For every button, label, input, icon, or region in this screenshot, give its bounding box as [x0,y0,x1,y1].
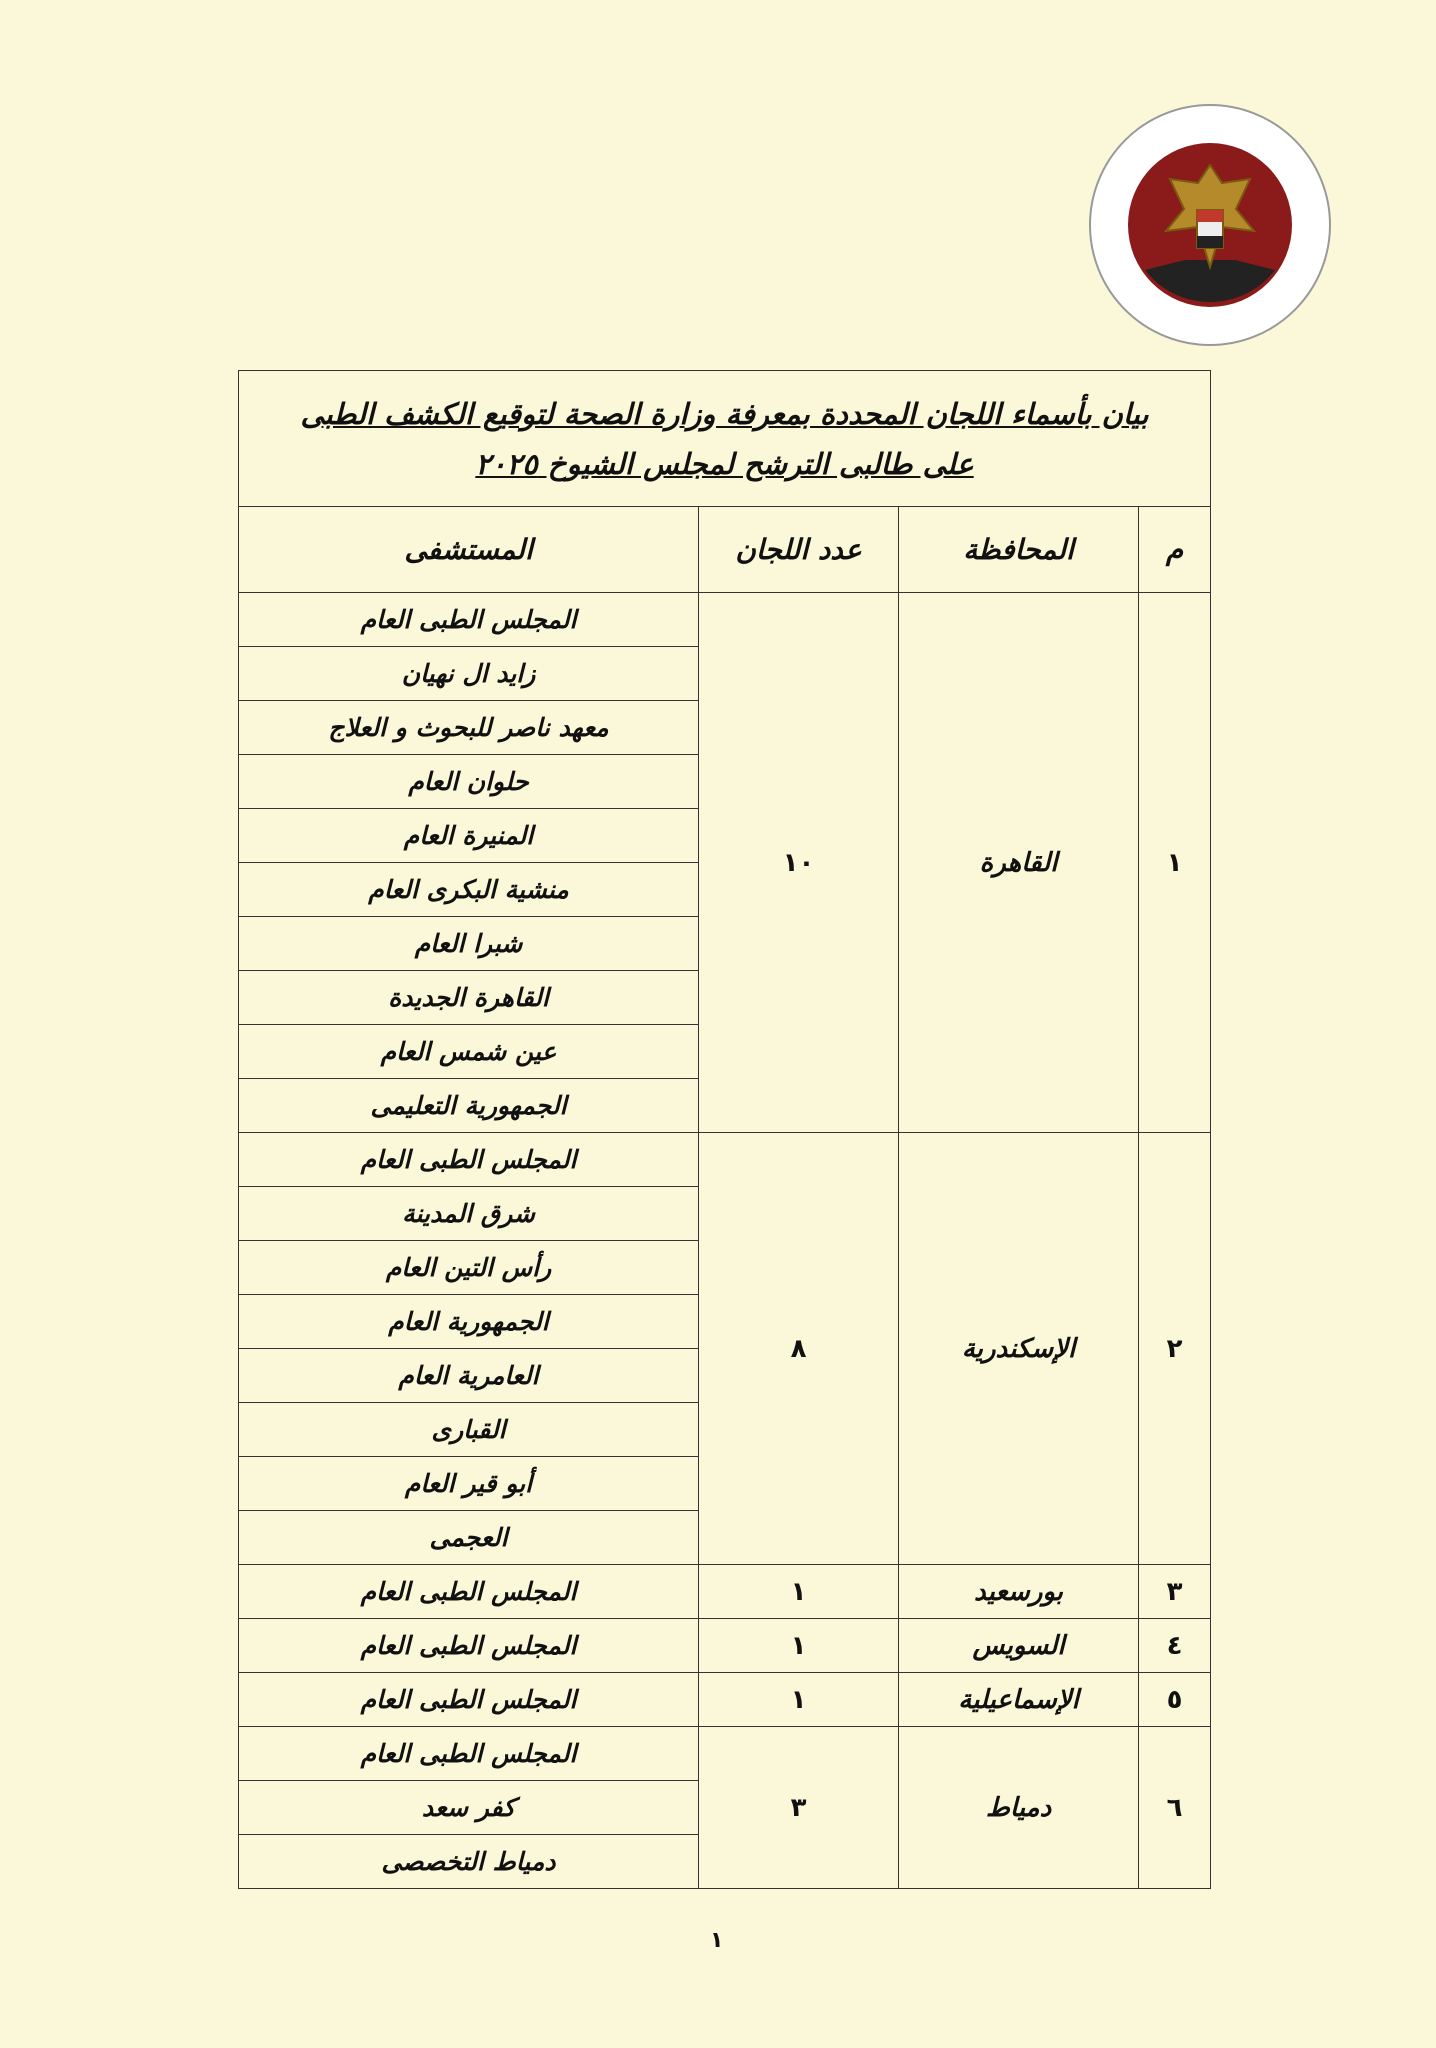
committees-table [238,370,1211,1889]
row-hospital: المجلس الطبى العام [239,1133,699,1187]
header-index: م [1139,507,1211,593]
row-hospital: القبارى [239,1403,699,1457]
row-hospital: المجلس الطبى العام [239,1673,699,1727]
row-governorate: الإسكندرية [899,1133,1139,1565]
header-committees: عدد اللجان [699,507,899,593]
row-hospital: حلوان العام [239,755,699,809]
header-governorate: المحافظة [899,507,1139,593]
row-hospital: القاهرة الجديدة [239,971,699,1025]
row-hospital: العجمى [239,1511,699,1565]
row-hospital: زايد ال نهيان [239,647,699,701]
table-row [239,1565,1211,1619]
row-hospital: الجمهورية العام [239,1295,699,1349]
row-hospital: معهد ناصر للبحوث و العلاج [239,701,699,755]
row-hospital: الجمهورية التعليمى [239,1079,699,1133]
row-governorate: بورسعيد [899,1565,1139,1619]
row-hospital: شرق المدينة [239,1187,699,1241]
title-line-2: على طالبى الترشح لمجلس الشيوخ ٢٠٢٥ [475,446,974,481]
table-row [239,1727,1211,1781]
row-committee-count: ١٠ [699,593,899,1133]
header-hospital: المستشفى [239,507,699,593]
row-hospital: شبرا العام [239,917,699,971]
row-hospital: دمياط التخصصى [239,1835,699,1889]
row-governorate: السويس [899,1619,1139,1673]
row-hospital: المنيرة العام [239,809,699,863]
row-index: ١ [1139,593,1211,1133]
row-committee-count: ١ [699,1673,899,1727]
row-index: ٣ [1139,1565,1211,1619]
row-index: ٦ [1139,1727,1211,1889]
row-hospital: عين شمس العام [239,1025,699,1079]
row-hospital: العامرية العام [239,1349,699,1403]
row-hospital: المجلس الطبى العام [239,593,699,647]
table-row [239,593,1211,647]
row-committee-count: ٨ [699,1133,899,1565]
row-committee-count: ١ [699,1565,899,1619]
page-number: ١ [710,1928,724,1953]
table-row [239,1133,1211,1187]
row-governorate: دمياط [899,1727,1139,1889]
row-governorate: القاهرة [899,593,1139,1133]
row-index: ٤ [1139,1619,1211,1673]
table-title [239,371,1211,507]
row-index: ٥ [1139,1673,1211,1727]
row-committee-count: ٣ [699,1727,899,1889]
row-hospital: كفر سعد [239,1781,699,1835]
row-committee-count: ١ [699,1619,899,1673]
title-line-1: بيان بأسماء اللجان المحددة بمعرفة وزارة الصحة لتوقيع الكشف الطبى [300,396,1149,431]
national-election-authority-seal [1085,100,1335,350]
table-row [239,1619,1211,1673]
row-hospital: منشية البكرى العام [239,863,699,917]
row-hospital: المجلس الطبى العام [239,1565,699,1619]
row-hospital: المجلس الطبى العام [239,1727,699,1781]
row-index: ٢ [1139,1133,1211,1565]
row-governorate: الإسماعيلية [899,1673,1139,1727]
table-body [239,593,1211,1889]
table-row [239,1673,1211,1727]
row-hospital: رأس التين العام [239,1241,699,1295]
row-hospital: المجلس الطبى العام [239,1619,699,1673]
row-hospital: أبو قير العام [239,1457,699,1511]
